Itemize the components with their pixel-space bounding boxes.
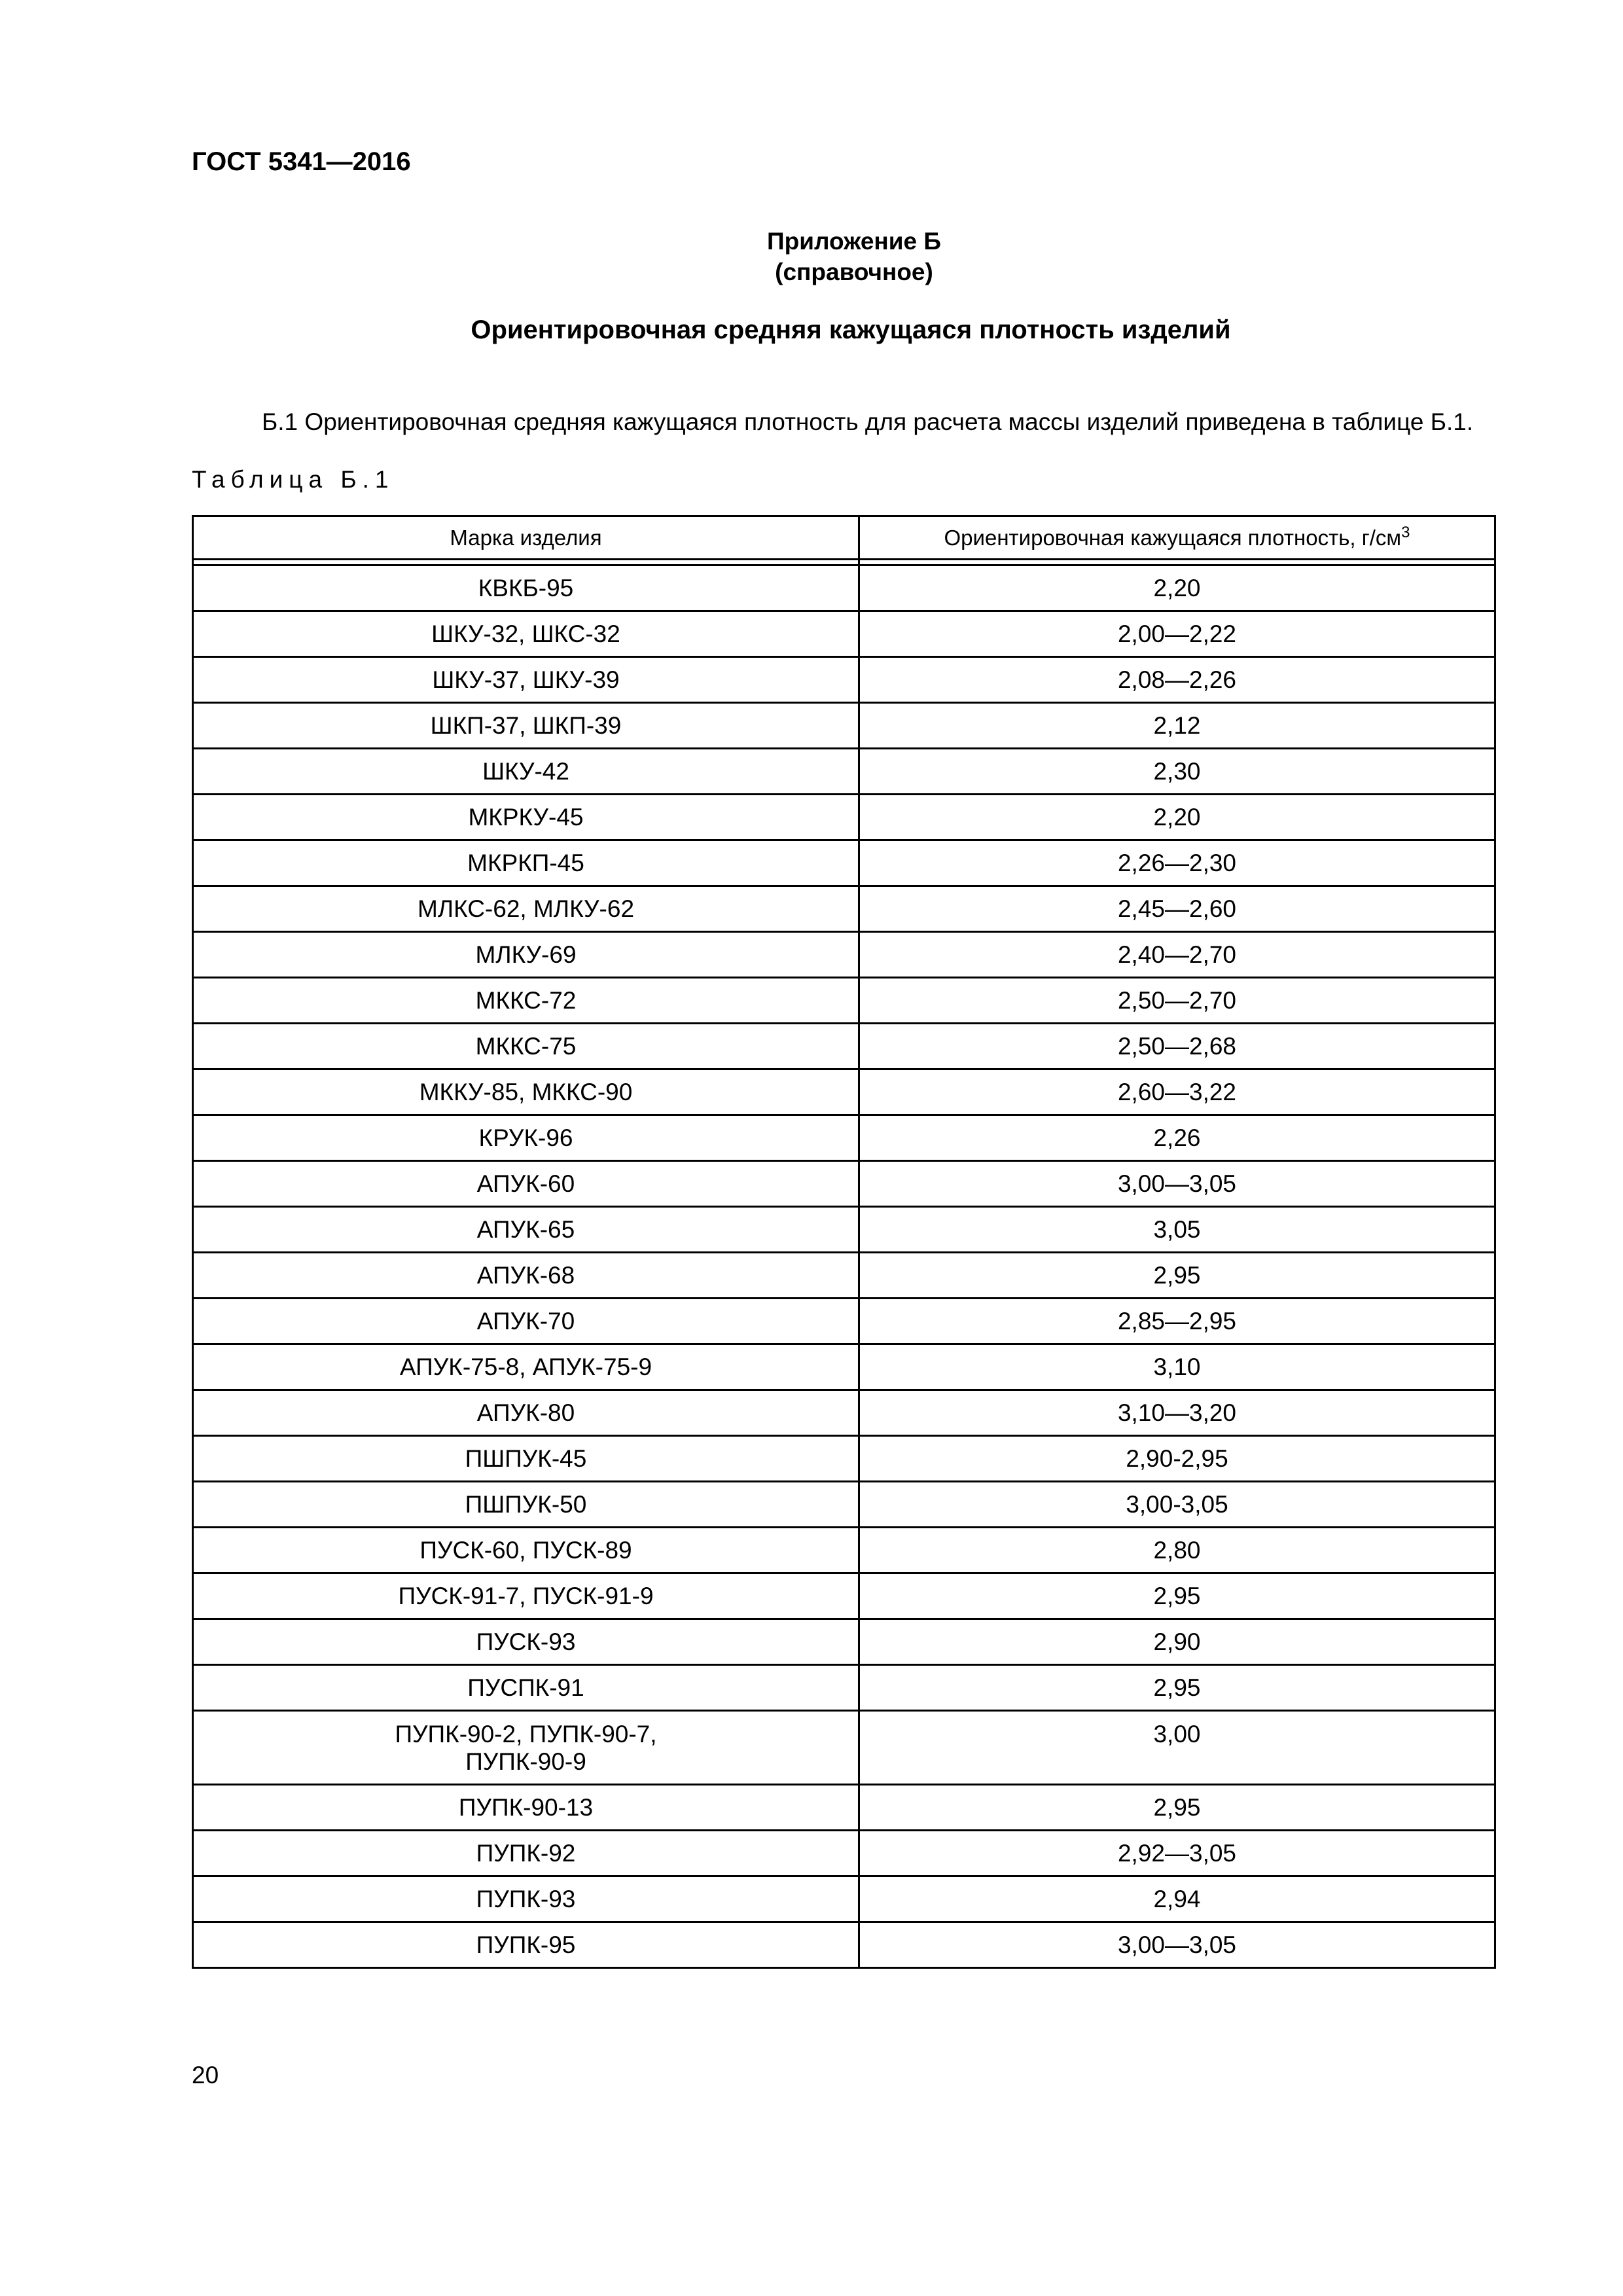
table-row xyxy=(193,978,1495,1024)
cell-mark: АПУК-80 xyxy=(193,1390,859,1436)
table-row xyxy=(193,1299,1495,1344)
cell-density: 2,20 xyxy=(859,795,1495,840)
cell-density: 3,00 xyxy=(859,1711,1495,1785)
cell-mark: КВКБ-95 xyxy=(193,565,859,611)
cell-mark: ПУПК-95 xyxy=(193,1922,859,1968)
cell-density: 2,95 xyxy=(859,1573,1495,1619)
document-id: ГОСТ 5341—2016 xyxy=(192,147,411,176)
cell-density: 2,85—2,95 xyxy=(859,1299,1495,1344)
cell-mark: АПУК-60 xyxy=(193,1161,859,1207)
table-row xyxy=(193,1922,1495,1968)
table-row xyxy=(193,1161,1495,1207)
column-header-mark: Марка изделия xyxy=(193,516,859,560)
cell-density: 2,95 xyxy=(859,1665,1495,1711)
table-row xyxy=(193,1115,1495,1161)
cell-density: 3,00—3,05 xyxy=(859,1161,1495,1207)
cell-density: 2,90-2,95 xyxy=(859,1436,1495,1482)
cell-mark: ПУПК-90-13 xyxy=(193,1785,859,1831)
table-row xyxy=(193,1711,1495,1785)
cell-density: 2,50—2,68 xyxy=(859,1024,1495,1069)
appendix-heading xyxy=(0,226,1623,287)
table-row xyxy=(193,1069,1495,1115)
table-row xyxy=(193,1528,1495,1573)
appendix-title: Приложение Б xyxy=(767,228,941,255)
cell-mark: ПШПУК-50 xyxy=(193,1482,859,1528)
column-header-density-unit-exponent: 3 xyxy=(1401,523,1410,541)
table-row xyxy=(193,1831,1495,1876)
table-row xyxy=(193,749,1495,795)
cell-density: 2,80 xyxy=(859,1528,1495,1573)
column-header-density-text: Ориентировочная кажущаяся плотность, г/см xyxy=(944,525,1402,550)
cell-mark: АПУК-75-8, АПУК-75-9 xyxy=(193,1344,859,1390)
cell-mark: МККС-75 xyxy=(193,1024,859,1069)
cell-mark: ШКУ-37, ШКУ-39 xyxy=(193,657,859,703)
cell-density: 2,90 xyxy=(859,1619,1495,1665)
cell-mark: ПУПК-92 xyxy=(193,1831,859,1876)
cell-density: 3,10—3,20 xyxy=(859,1390,1495,1436)
cell-density: 2,95 xyxy=(859,1253,1495,1299)
cell-mark: ПУПК-93 xyxy=(193,1876,859,1922)
cell-density: 3,00—3,05 xyxy=(859,1922,1495,1968)
cell-mark: ПУСК-91-7, ПУСК-91-9 xyxy=(193,1573,859,1619)
header-separator xyxy=(193,560,1495,565)
table-row xyxy=(193,1482,1495,1528)
cell-density: 3,00-3,05 xyxy=(859,1482,1495,1528)
page-number: 20 xyxy=(192,2062,219,2089)
table-row xyxy=(193,840,1495,886)
cell-mark: АПУК-70 xyxy=(193,1299,859,1344)
cell-density: 2,26 xyxy=(859,1115,1495,1161)
cell-mark: МЛКС-62, МЛКУ-62 xyxy=(193,886,859,932)
cell-density: 3,10 xyxy=(859,1344,1495,1390)
cell-density: 2,60—3,22 xyxy=(859,1069,1495,1115)
table-row xyxy=(193,1573,1495,1619)
cell-density: 2,45—2,60 xyxy=(859,886,1495,932)
cell-mark: МККУ-85, МККС-90 xyxy=(193,1069,859,1115)
table-row xyxy=(193,1876,1495,1922)
cell-mark: ПУПК-90-2, ПУПК-90-7, ПУПК-90-9 xyxy=(193,1711,859,1785)
table-row xyxy=(193,1390,1495,1436)
cell-density: 2,40—2,70 xyxy=(859,932,1495,978)
cell-mark: КРУК-96 xyxy=(193,1115,859,1161)
cell-density: 2,94 xyxy=(859,1876,1495,1922)
cell-mark: ШКУ-42 xyxy=(193,749,859,795)
table-row xyxy=(193,1207,1495,1253)
cell-mark: ПУСПК-91 xyxy=(193,1665,859,1711)
cell-density: 2,00—2,22 xyxy=(859,611,1495,657)
cell-density: 2,20 xyxy=(859,565,1495,611)
column-header-density xyxy=(859,516,1495,560)
table-row xyxy=(193,1344,1495,1390)
table-row xyxy=(193,1024,1495,1069)
cell-density: 2,50—2,70 xyxy=(859,978,1495,1024)
table-body xyxy=(193,565,1495,1968)
table-row xyxy=(193,1436,1495,1482)
table-row xyxy=(193,1665,1495,1711)
cell-density: 2,12 xyxy=(859,703,1495,749)
table-row xyxy=(193,886,1495,932)
cell-density: 2,30 xyxy=(859,749,1495,795)
intro-paragraph: Б.1 Ориентировочная средняя кажущаяся плотность для расчета массы изделий приведена в таблице Б.1. xyxy=(262,408,1474,435)
cell-density: 2,92—3,05 xyxy=(859,1831,1495,1876)
cell-density: 2,08—2,26 xyxy=(859,657,1495,703)
appendix-kind: (справочное) xyxy=(775,259,933,285)
table-row xyxy=(193,795,1495,840)
cell-mark: МКРКУ-45 xyxy=(193,795,859,840)
table-row xyxy=(193,932,1495,978)
table-row xyxy=(193,565,1495,611)
table-row xyxy=(193,1785,1495,1831)
cell-mark: МЛКУ-69 xyxy=(193,932,859,978)
cell-mark: АПУК-65 xyxy=(193,1207,859,1253)
cell-density: 2,26—2,30 xyxy=(859,840,1495,886)
table-row xyxy=(193,657,1495,703)
table-header-row xyxy=(193,516,1495,560)
density-table xyxy=(192,515,1496,1969)
table-row xyxy=(193,611,1495,657)
cell-mark: АПУК-68 xyxy=(193,1253,859,1299)
cell-mark: ШКУ-32, ШКС-32 xyxy=(193,611,859,657)
table-label: Таблица Б.1 xyxy=(192,466,395,493)
table-row xyxy=(193,1619,1495,1665)
cell-mark: ПШПУК-45 xyxy=(193,1436,859,1482)
cell-mark: МКРКП-45 xyxy=(193,840,859,886)
cell-mark: МККС-72 xyxy=(193,978,859,1024)
section-title: Ориентировочная средняя кажущаяся плотность изделий xyxy=(471,315,1231,344)
table-row xyxy=(193,703,1495,749)
table-row xyxy=(193,1253,1495,1299)
cell-mark: ПУСК-93 xyxy=(193,1619,859,1665)
cell-density: 3,05 xyxy=(859,1207,1495,1253)
cell-mark: ПУСК-60, ПУСК-89 xyxy=(193,1528,859,1573)
cell-density: 2,95 xyxy=(859,1785,1495,1831)
cell-mark: ШКП-37, ШКП-39 xyxy=(193,703,859,749)
